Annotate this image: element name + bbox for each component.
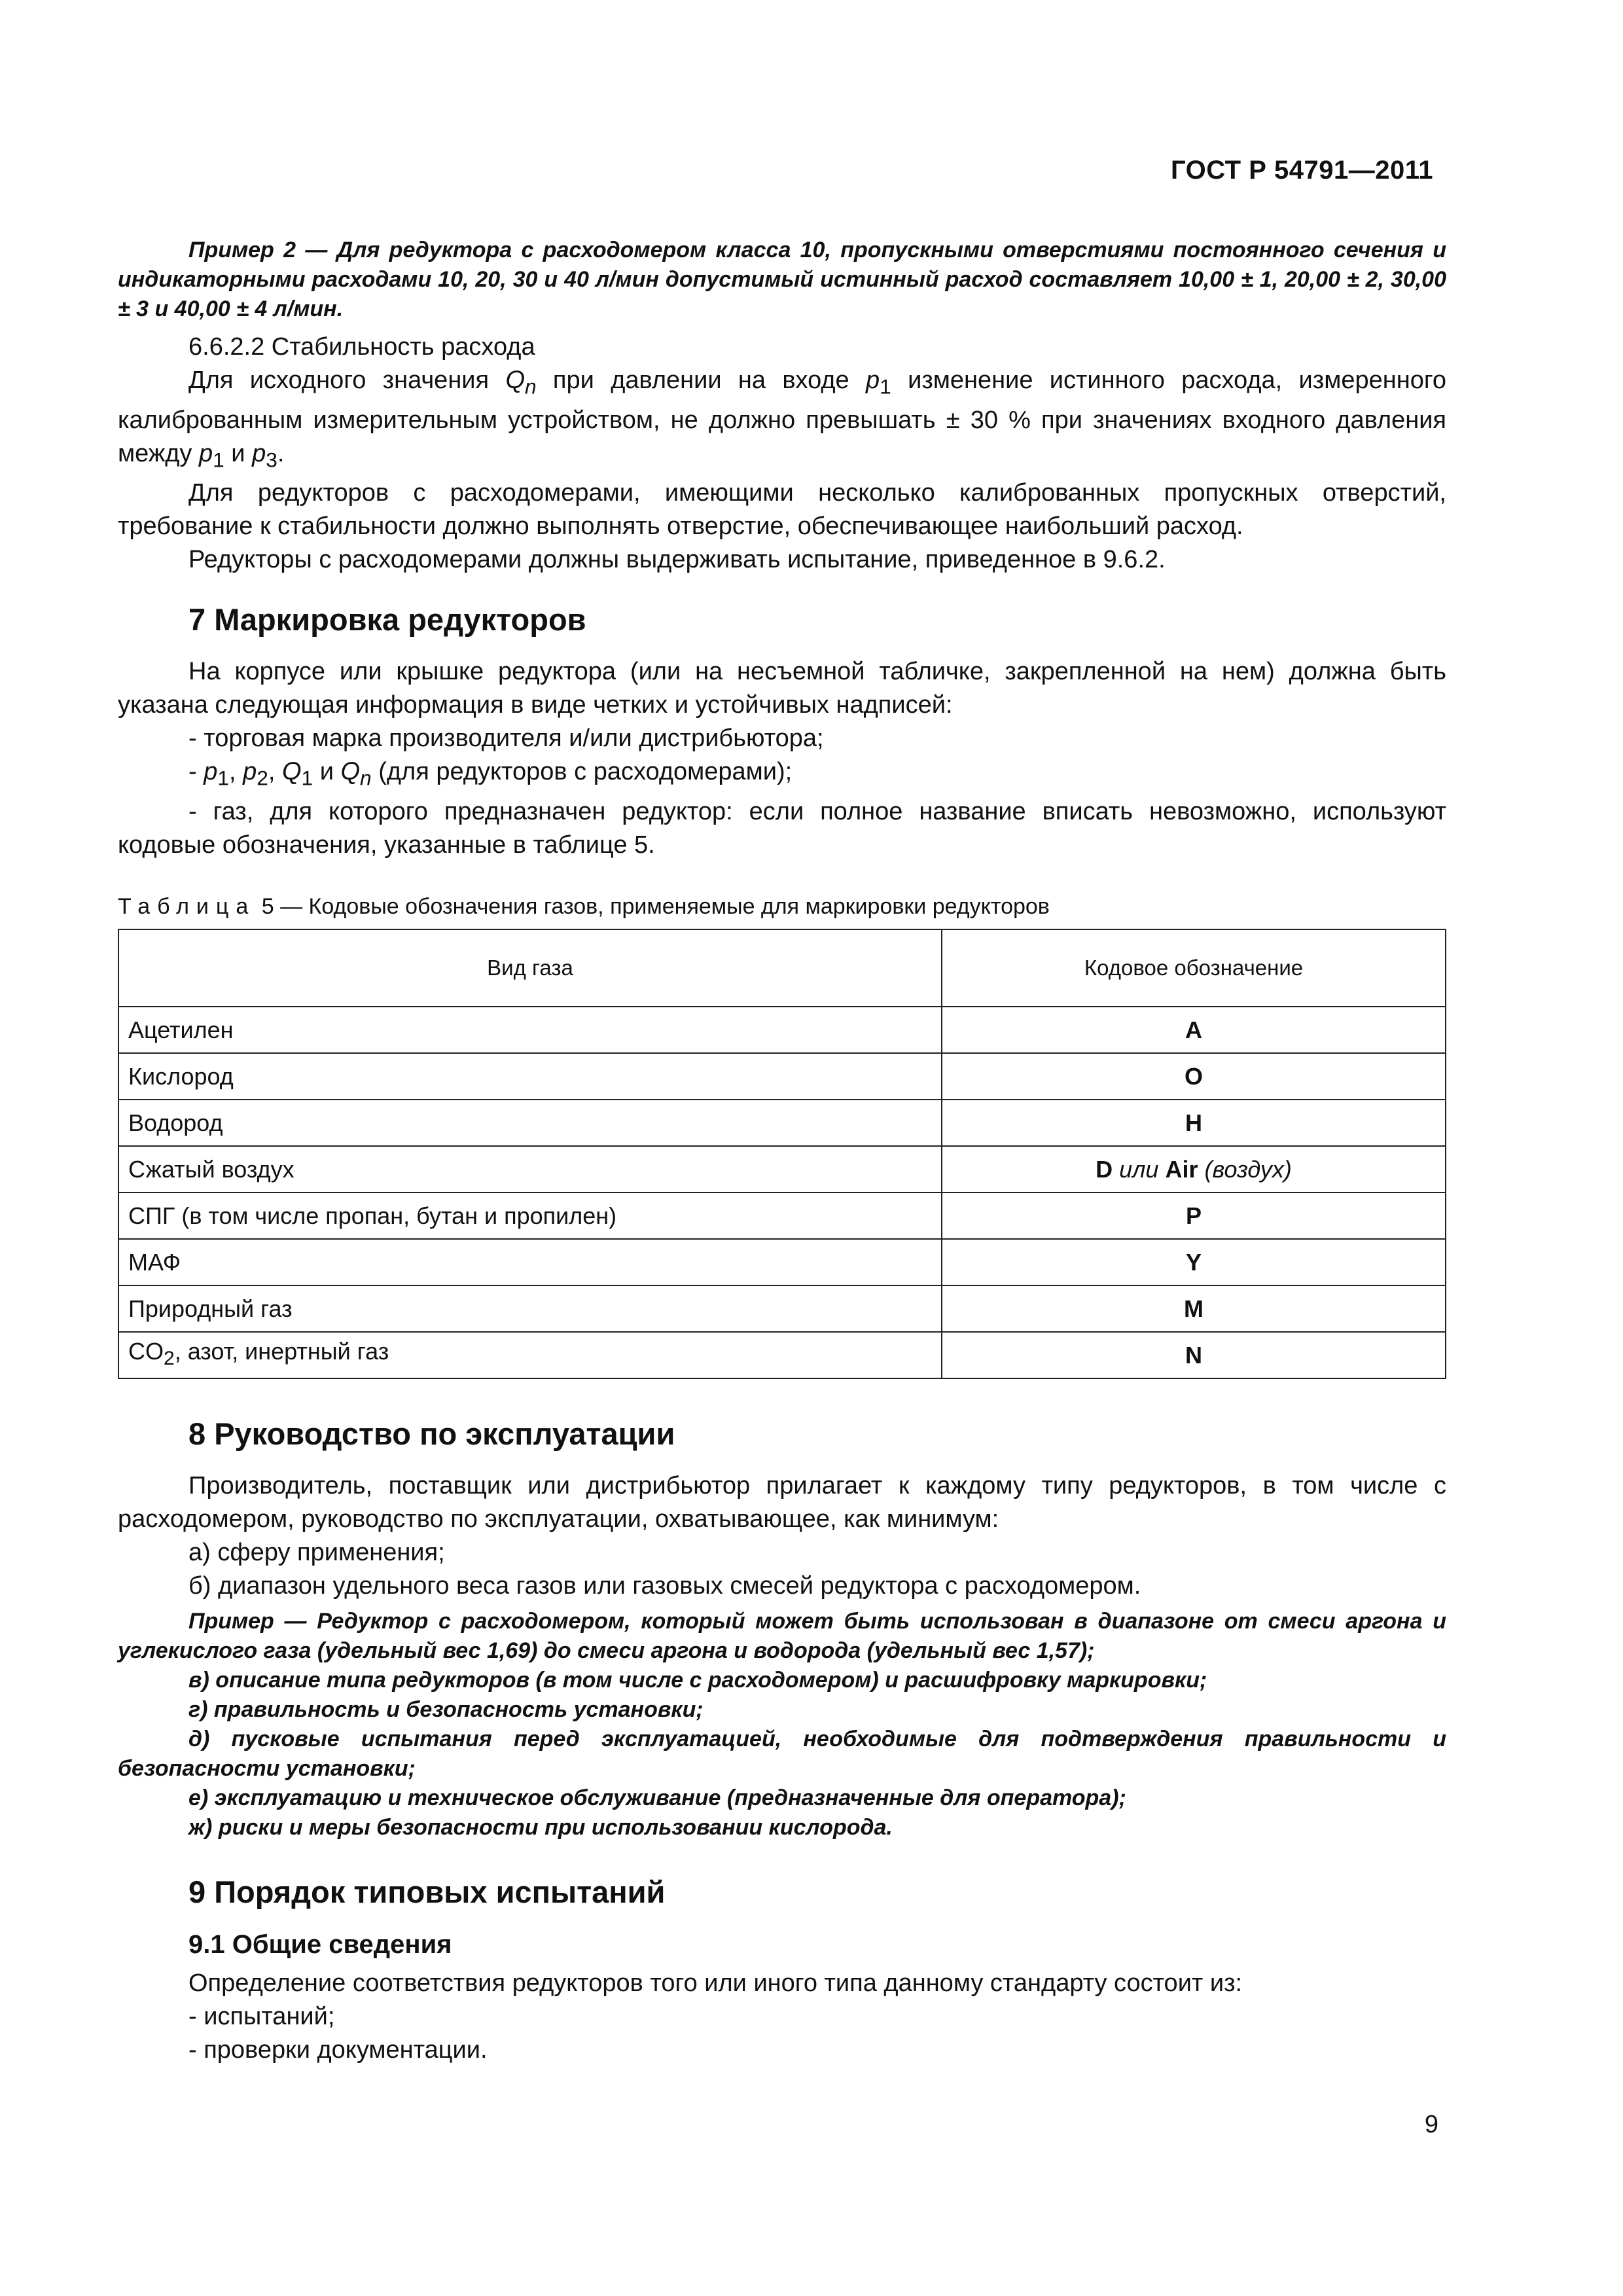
table-row [118,1332,1446,1378]
code-cell: M [942,1285,1446,1332]
manual-item-b: б) диапазон удельного веса газов или газовых смесей редуктора с расходомером. [188,1571,1141,1600]
marking-item-pressures: - $p_1$, $p_2$, $Q_1$ и $Q_n$ (для редукторов с расходомерами); [188,758,793,790]
gas-cell: МАФ [118,1239,942,1285]
gas-cell: СПГ (в том числе пропан, бутан и пропилен) [118,1193,942,1239]
table-header-row [118,929,1446,1007]
type-tests-item-tests: - испытаний; [188,2002,335,2030]
table-row [118,1100,1446,1146]
table-row [118,1193,1446,1239]
stability-multi-orifice: Для редукторов с расходомерами, имеющими несколько калиброванных пропускных отверстий, требование к стабильности должно выполнять отверстие, обеспечивающее наибольший расход. [118,479,1446,541]
section-9-1-heading: 9.1 Общие сведения [188,1929,452,1959]
manual-intro: Производитель, поставщик или дистрибьютор прилагает к каждому типу редукторов, в том числе с расходомером, руководство по эксплуатации, охватывающее, как минимум: [118,1471,1446,1533]
section-8-heading: 8 Руководство по эксплуатации [188,1416,675,1451]
manual-example: Пример — Редуктор с расходомером, который может быть использован в диапазоне от смеси аргона и углекислого газа (удельный вес 1,69) до смеси аргона и водорода (удельный вес 1,57); [118,1608,1446,1663]
section-9-heading: 9 Порядок типовых испытаний [188,1874,666,1909]
marking-intro: На корпусе или крышке редуктора (или на несъемной табличке, закрепленной на нем) должна быть указана следующая информация в виде четких и устойчивых надписей: [118,658,1446,719]
gas-cell: Ацетилен [118,1007,942,1053]
column-header-gas: Вид газа [118,929,942,1007]
stability-test-reference: Редукторы с расходомерами должны выдерживать испытание, приведенное в 9.6.2. [188,546,1166,574]
gas-cell: $CO_2$, азот, инертный газ [118,1332,942,1378]
code-cell: N [942,1332,1446,1378]
code-cell: O [942,1053,1446,1100]
manual-item-d: д) пусковые испытания перед эксплуатацией, необходимые для подтверждения правильности и безопасности установки; [118,1726,1446,1781]
manual-item-v: в) описание типа редукторов (в том числе с расходомером) и расшифровку маркировки; [188,1667,1207,1693]
table-row [118,1285,1446,1332]
gas-cell: Кислород [118,1053,942,1100]
gas-codes-table [118,929,1446,1379]
manual-item-e: е) эксплуатацию и техническое обслуживание (предназначенные для оператора); [188,1785,1126,1810]
manual-item-zh: ж) риски и меры безопасности при использовании кислорода. [188,1814,893,1840]
section-7-heading: 7 Маркировка редукторов [188,602,586,637]
code-cell: D или Air (воздух) [942,1146,1446,1193]
table-row [118,1007,1446,1053]
manual-item-a: а) сферу применения; [188,1538,445,1566]
document-header: ГОСТ Р 54791—2011 [1171,156,1433,185]
table-row [118,1239,1446,1285]
table-5-caption: Таблица 5 — Кодовые обозначения газов, применяемые для маркировки редукторов [118,893,1050,919]
gas-cell: Водород [118,1100,942,1146]
code-cell: P [942,1193,1446,1239]
marking-item-trademark: - торговая марка производителя и/или дистрибьютора; [188,725,824,753]
code-cell: A [942,1007,1446,1053]
section-6-6-2-2-title: 6.6.2.2 Стабильность расхода [188,333,535,361]
example-2: Пример 2 — Для редуктора с расходомером класса 10, пропускными отверстиями постоянного сечения и индикаторными расходами 10, 20, 30 и 40 л/мин допустимый истинный расход составляет 10,00 ± 1, 20,00 ± 2, 30,00 ± 3 и 40,00 ± 4 л/мин. [118,238,1446,321]
type-tests-item-docs: - проверки документации. [188,2036,488,2064]
code-cell: Y [942,1239,1446,1285]
gas-cell: Природный газ [118,1285,942,1332]
page-number: 9 [1424,2111,1438,2138]
table-row [118,1146,1446,1193]
manual-item-g: г) правильность и безопасность установки; [188,1696,704,1722]
type-tests-intro: Определение соответствия редукторов того или иного типа данному стандарту состоит из: [188,1969,1243,1997]
table-row [118,1053,1446,1100]
stability-paragraph: Для исходного значения $Q_n$ при давлении на входе $p_1$ изменение истинного расхода, измеренного калиброванным измерительным устройством, не должно превышать ± 30 % при значениях входного давления между $p_1$ и $p_3$. [118,367,1446,472]
page-content [118,236,1446,2067]
marking-item-gas: - газ, для которого предназначен редуктор: если полное название вписать невозможно, используют кодовые обозначения, указанные в таблице 5. [118,797,1446,859]
column-header-code: Кодовое обозначение [942,929,1446,1007]
code-cell: H [942,1100,1446,1146]
gas-cell: Сжатый воздух [118,1146,942,1193]
